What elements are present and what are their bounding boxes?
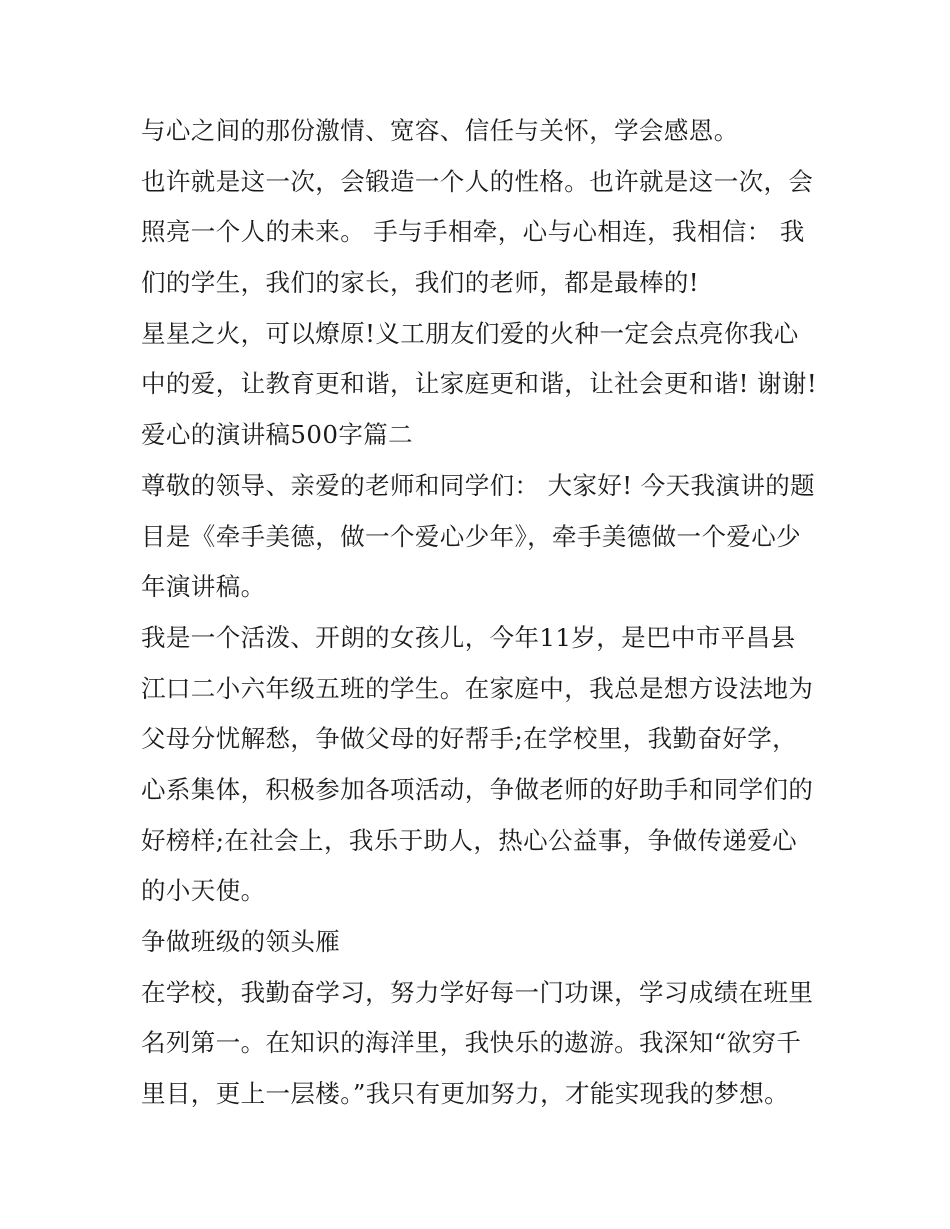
text-line: 们的学生，我们的家长，我们的老师，都是最棒的!: [141, 268, 700, 298]
text-line: 心系集体，积极参加各项活动，争做老师的好助手和同学们的: [141, 774, 814, 804]
subsection-heading: 争做班级的领头雁: [141, 927, 341, 956]
text-line: 星星之火，可以燎原!义工朋友们爱的火种一定会点亮你我心: [141, 318, 799, 348]
text-line: 名列第一。在知识的海洋里，我快乐的遨游。我深知“欲穷千: [141, 1028, 802, 1058]
text-line: 在学校，我勤奋学习，努力学好每一门功课，学习成绩在班里: [141, 977, 814, 1007]
text-line: 我是一个活泼、开朗的女孩儿，今年11岁，是巴中市平昌县: [141, 622, 796, 652]
text-line: 年演讲稿。: [141, 572, 266, 602]
text-line: 也许就是这一次，会锻造一个人的性格。也许就是这一次，会: [141, 166, 814, 196]
text-line: 父母分忧解愁，争做父母的好帮手;在学校里，我勤奋好学，: [141, 724, 798, 754]
text-line: 目是《牵手美德，做一个爱心少年》，牵手美德做一个爱心少: [141, 521, 802, 551]
document-body: [141, 106, 821, 1120]
text-line: 尊敬的领导、亲爱的老师和同学们： 大家好! 今天我演讲的题: [141, 470, 816, 500]
text-line: 江口二小六年级五班的学生。在家庭中，我总是想方设法地为: [141, 673, 814, 703]
section-heading: 爱心的演讲稿500字篇二: [141, 420, 414, 450]
text-line: 与心之间的那份激情、宽容、信任与关怀，学会感恩。: [141, 116, 739, 145]
text-line: 里目，更上一层楼。”我只有更加努力，才能实现我的梦想。: [141, 1079, 790, 1109]
text-line: 好榜样;在社会上，我乐于助人，热心公益事，争做传递爱心: [141, 825, 798, 855]
text-line: 的小天使。: [141, 876, 266, 906]
text-line: 中的爱，让教育更和谐，让家庭更和谐，让社会更和谐! 谢谢!: [141, 369, 818, 399]
text-line: 照亮一个人的未来。 手与手相牵，心与心相连，我相信： 我: [141, 217, 805, 247]
